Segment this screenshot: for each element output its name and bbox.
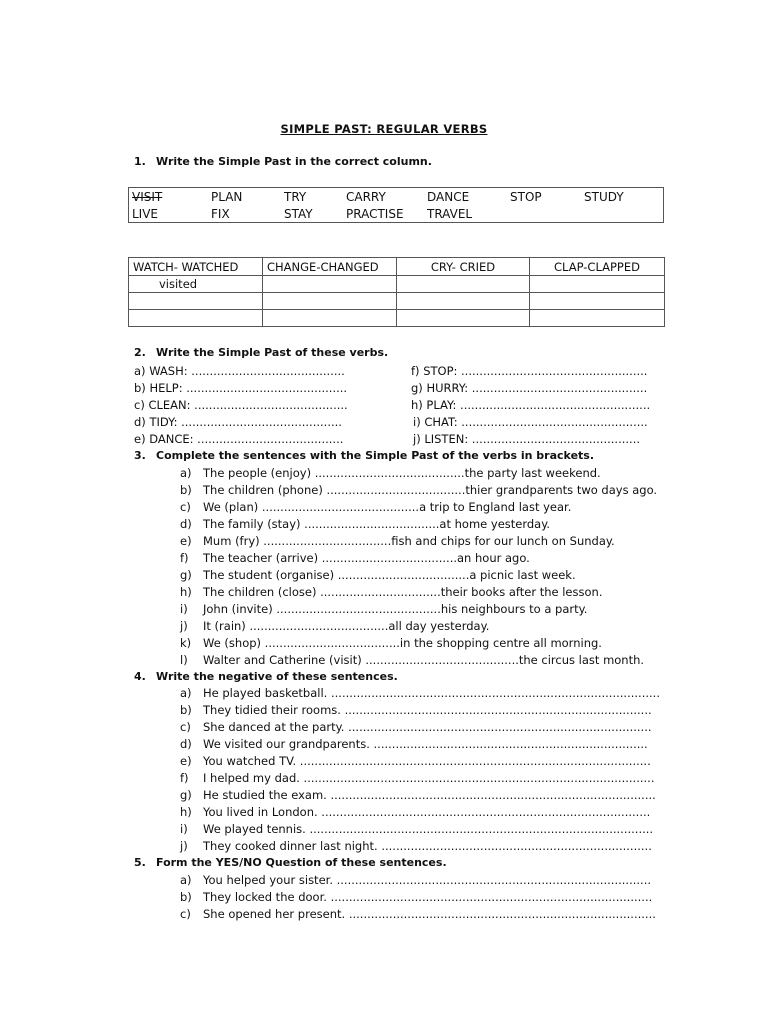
- table-row: [129, 293, 665, 310]
- list-item: [180, 602, 587, 616]
- list-item: [180, 653, 644, 667]
- item-label: j): [180, 619, 188, 633]
- table-header-cell: CLAP-CLAPPED: [530, 258, 665, 276]
- table-cell[interactable]: [263, 310, 397, 327]
- verb-prompt: d) TIDY: ............................................: [134, 415, 342, 429]
- verb-word: CARRY: [346, 190, 386, 204]
- verb-prompt: b) HELP: ............................................: [134, 381, 348, 395]
- list-item: [180, 466, 601, 480]
- list-item: [180, 551, 530, 565]
- section-5-number: 5.: [134, 856, 146, 869]
- item-text: He studied the exam. .........................................................................................: [203, 788, 656, 802]
- table-cell[interactable]: [530, 276, 665, 293]
- item-label: g): [180, 788, 192, 802]
- list-item: [180, 534, 615, 548]
- item-label: c): [180, 500, 191, 514]
- list-item: [180, 500, 571, 514]
- item-text: We played tennis. ..............................................................................................: [203, 822, 654, 836]
- item-text: You lived in London. ..........................................................................................: [203, 805, 651, 819]
- page-title: SIMPLE PAST: REGULAR VERBS: [280, 122, 488, 136]
- past-tense-table: [128, 257, 665, 327]
- item-label: k): [180, 636, 192, 650]
- list-item: [180, 585, 602, 599]
- item-label: b): [180, 483, 192, 497]
- list-item: [180, 483, 657, 497]
- item-text: The children (phone) ......................................thier grandparents two days ago.: [203, 483, 658, 497]
- section-4-number: 4.: [134, 670, 146, 683]
- item-text: The teacher (arrive) .....................................an hour ago.: [203, 551, 530, 565]
- table-header-cell: WATCH- WATCHED: [129, 258, 263, 276]
- item-text: He played basketball. ..........................................................................................: [203, 686, 660, 700]
- verb-word: TRY: [284, 190, 307, 204]
- item-label: h): [180, 585, 192, 599]
- section-4-text: Write the negative of these sentences.: [156, 670, 398, 683]
- verb-prompt: j) LISTEN: ..............................................: [413, 432, 641, 446]
- verb-prompt: h) PLAY: ....................................................: [411, 398, 651, 412]
- item-text: They cooked dinner last night. ..........................................................................: [203, 839, 652, 853]
- table-cell[interactable]: [530, 310, 665, 327]
- verb-word: FIX: [211, 207, 230, 221]
- item-label: c): [180, 720, 191, 734]
- item-label: e): [180, 534, 192, 548]
- table-cell[interactable]: [263, 276, 397, 293]
- example-answer: visited: [159, 277, 198, 291]
- item-label: d): [180, 737, 192, 751]
- table-cell[interactable]: [397, 293, 530, 310]
- section-4-heading: [134, 670, 398, 683]
- list-item: [180, 703, 652, 717]
- section-1-heading: [134, 155, 432, 168]
- item-text: They tidied their rooms. ....................................................................................: [203, 703, 652, 717]
- verb-word: LIVE: [132, 207, 159, 221]
- item-text: Walter and Catherine (visit) ..........................................the circus last month.: [203, 653, 645, 667]
- section-5-text: Form the YES/NO Question of these sentences.: [156, 856, 447, 869]
- item-label: f): [180, 771, 189, 785]
- verb-prompt: g) HURRY: ................................................: [411, 381, 648, 395]
- verb-prompt: c) CLEAN: ..........................................: [134, 398, 348, 412]
- table-header-cell: CRY- CRIED: [397, 258, 530, 276]
- list-item: [180, 754, 651, 768]
- list-item: [180, 771, 655, 785]
- item-text: We visited our grandparents. ...........................................................................: [203, 737, 648, 751]
- verb-box: [128, 187, 664, 223]
- list-item: [180, 907, 656, 921]
- section-2-text: Write the Simple Past of these verbs.: [156, 346, 389, 359]
- list-item: [180, 619, 489, 633]
- item-label: i): [180, 822, 188, 836]
- list-item: [180, 720, 652, 734]
- item-text: It (rain) ......................................all day yesterday.: [203, 619, 490, 633]
- item-text: The people (enjoy) .........................................the party last weekend.: [203, 466, 601, 480]
- section-5-heading: [134, 856, 447, 869]
- verb-word: DANCE: [427, 190, 470, 204]
- list-item: [180, 873, 651, 887]
- item-text: The student (organise) ....................................a picnic last week.: [203, 568, 576, 582]
- section-1-text: Write the Simple Past in the correct column.: [156, 155, 432, 168]
- verb-word: PLAN: [211, 190, 243, 204]
- item-label: c): [180, 907, 191, 921]
- item-label: b): [180, 703, 192, 717]
- verb-word: STUDY: [584, 190, 624, 204]
- list-item: [180, 737, 648, 751]
- list-item: [180, 805, 650, 819]
- section-1-number: 1.: [134, 155, 146, 168]
- item-text: She danced at the party. ...................................................................................: [203, 720, 652, 734]
- list-item: [180, 517, 550, 531]
- section-2-number: 2.: [134, 346, 146, 359]
- section-2-heading: [134, 346, 388, 359]
- table-cell[interactable]: [129, 276, 263, 293]
- table-row: [129, 310, 665, 327]
- item-text: We (shop) .....................................in the shopping centre all morning.: [203, 636, 602, 650]
- table-cell[interactable]: [397, 310, 530, 327]
- table-cell[interactable]: [530, 293, 665, 310]
- item-text: The family (stay) .....................................at home yesterday.: [203, 517, 551, 531]
- item-label: a): [180, 686, 192, 700]
- item-label: g): [180, 568, 192, 582]
- section-3-heading: [134, 449, 594, 462]
- item-text: I helped my dad. ................................................................................................: [203, 771, 655, 785]
- verb-prompt: e) DANCE: ........................................: [134, 432, 344, 446]
- list-item: [180, 636, 602, 650]
- item-text: The children (close) .................................their books after the lesson.: [203, 585, 603, 599]
- item-text: They locked the door. ........................................................................................: [203, 890, 653, 904]
- verb-word: STOP: [510, 190, 542, 204]
- list-item: [180, 568, 576, 582]
- list-item: [180, 788, 656, 802]
- verb-word: PRACTISE: [346, 207, 404, 221]
- section-3-number: 3.: [134, 449, 146, 462]
- item-label: e): [180, 754, 192, 768]
- item-text: You watched TV. ................................................................................................: [203, 754, 651, 768]
- list-item: [180, 686, 660, 700]
- item-label: d): [180, 517, 192, 531]
- item-text: Mum (fry) ...................................fish and chips for our lunch on Sunday.: [203, 534, 615, 548]
- verb-prompt: f) STOP: ...................................................: [411, 364, 648, 378]
- item-label: i): [180, 602, 188, 616]
- item-label: f): [180, 551, 189, 565]
- list-item: [180, 890, 652, 904]
- verb-prompt: i) CHAT: ...................................................: [413, 415, 648, 429]
- table-cell[interactable]: [129, 293, 263, 310]
- item-label: j): [180, 839, 188, 853]
- item-text: We (plan) ...........................................a trip to England last year.: [203, 500, 572, 514]
- item-label: a): [180, 873, 192, 887]
- table-cell[interactable]: [129, 310, 263, 327]
- list-item: [180, 839, 652, 853]
- item-text: John (invite) .............................................his neighbours to a party.: [203, 602, 588, 616]
- list-item: [180, 822, 653, 836]
- table-row: [129, 276, 665, 293]
- table-cell[interactable]: [263, 293, 397, 310]
- item-label: h): [180, 805, 192, 819]
- verb-word: VISIT: [132, 190, 163, 204]
- item-text: She opened her present. ....................................................................................: [203, 907, 656, 921]
- table-cell[interactable]: [397, 276, 530, 293]
- item-label: a): [180, 466, 192, 480]
- verb-prompt: a) WASH: ..........................................: [134, 364, 345, 378]
- verb-word: STAY: [284, 207, 313, 221]
- table-header-cell: CHANGE-CHANGED: [263, 258, 397, 276]
- table-header-row: [129, 258, 665, 276]
- item-text: You helped your sister. ......................................................................................: [203, 873, 652, 887]
- verb-word: TRAVEL: [427, 207, 473, 221]
- item-label: b): [180, 890, 192, 904]
- item-label: l): [180, 653, 188, 667]
- section-3-text: Complete the sentences with the Simple Past of the verbs in brackets.: [156, 449, 595, 462]
